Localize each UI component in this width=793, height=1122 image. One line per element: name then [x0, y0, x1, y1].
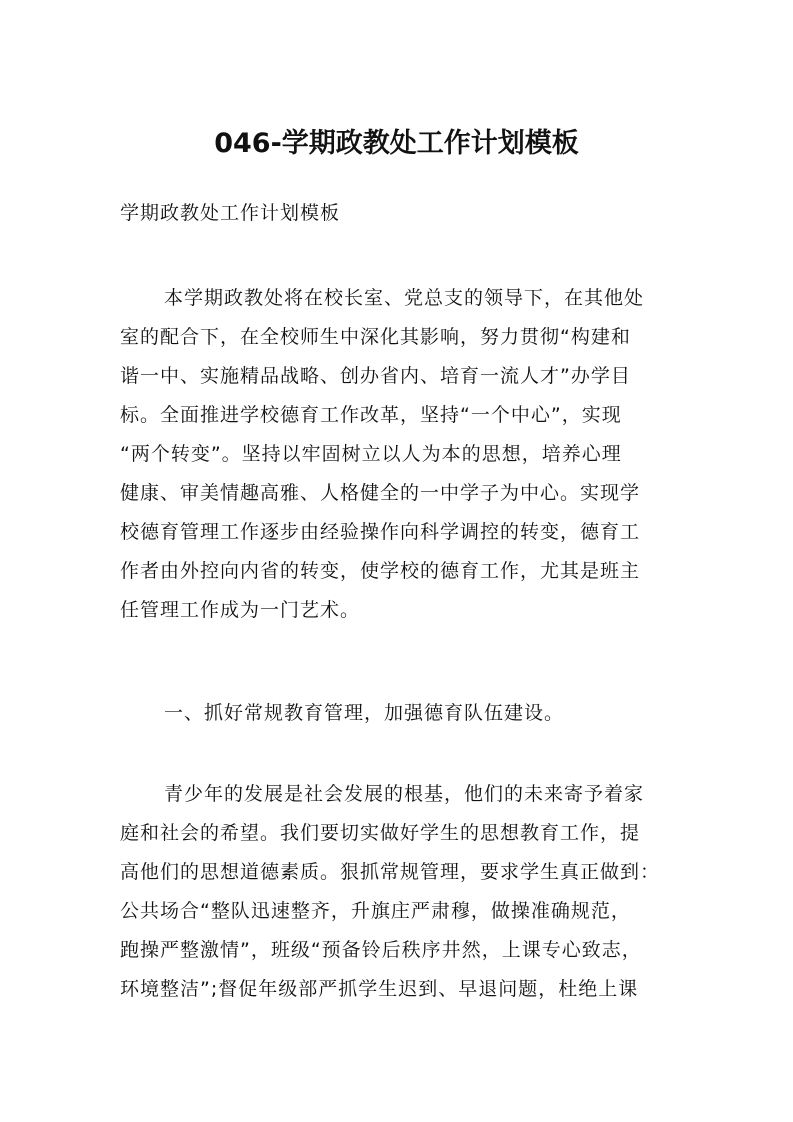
- paragraph-intro: [120, 279, 680, 630]
- paragraph-line: 庭和社会的希望。我们要切实做好学生的思想教育工作，提: [120, 822, 641, 844]
- paragraph-line: 标。全面推进学校德育工作改革，坚持“一个中心”，实现: [120, 404, 622, 426]
- paragraph-line: “两个转变”。坚持以牢固树立以人为本的思想，培养心理: [120, 443, 622, 465]
- paragraph-section1: [120, 775, 680, 1009]
- document-title: 046-学期政教处工作计划模板: [214, 128, 579, 159]
- section-heading-text: 一、抓好常规教育管理，加强德育队伍建设。: [164, 702, 565, 724]
- document-subtitle: 学期政教处工作计划模板: [120, 202, 341, 224]
- paragraph-line: 青少年的发展是社会发展的根基，他们的未来寄予着家: [164, 783, 645, 805]
- paragraph-line: 室的配合下，在全校师生中深化其影响，努力贯彻“构建和: [120, 326, 631, 348]
- paragraph-line: 跑操严整激情”，班级“预备铃后秩序井然，上课专心致志，: [120, 939, 642, 961]
- section-heading: [120, 694, 680, 733]
- paragraph-line: 任管理工作成为一门艺术。: [120, 599, 361, 621]
- paragraph-line: 作者由外控向内省的转变，使学校的德育工作，尤其是班主: [120, 560, 641, 582]
- paragraph-line: 校德育管理工作逐步由经验操作向科学调控的转变，德育工: [120, 521, 641, 543]
- paragraph-line: 健康、审美情趣高雅、人格健全的一中学子为中心。实现学: [120, 482, 641, 504]
- paragraph-line: 谐一中、实施精品战略、创办省内、培育一流人才”办学目: [120, 365, 631, 387]
- paragraph-line: 公共场合“整队迅速整齐，升旗庄严肃穆，做操准确规范，: [120, 900, 631, 922]
- paragraph-line: 本学期政教处将在校长室、党总支的领导下，在其他处: [164, 287, 645, 309]
- paragraph-line: 高他们的思想道德素质。狠抓常规管理，要求学生真正做到：: [120, 861, 661, 883]
- paragraph-line: 环境整洁”;督促年级部严抓学生迟到、早退问题，杜绝上课: [120, 978, 639, 1000]
